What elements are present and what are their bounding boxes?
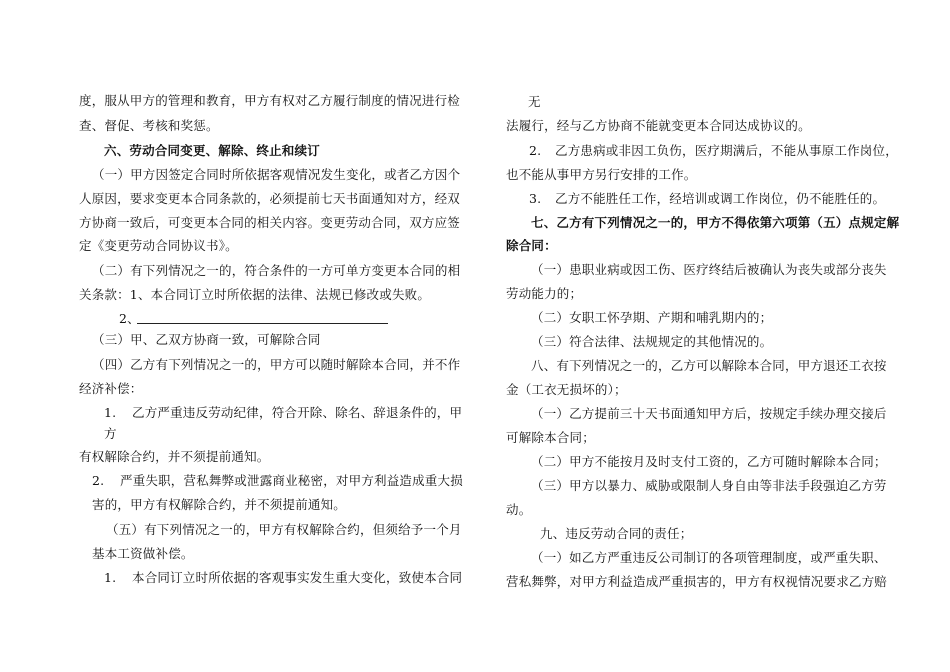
paragraph-line: （一）乙方提前三十天书面通知甲方后，按规定手续办理交接后 <box>531 406 887 421</box>
paragraph-line: 度，服从甲方的管理和教育，甲方有权对乙方履行制度的情况进行检 <box>79 93 461 108</box>
paragraph-line: 法履行，经与乙方协商不能就变更本合同达成协议的。 <box>506 118 811 133</box>
paragraph-line: 定《变更劳动合同协议书》。 <box>79 238 238 253</box>
paragraph-line: 查、督促、考核和奖惩。 <box>79 118 219 133</box>
paragraph-line: 基本工资做补偿。 <box>92 546 194 561</box>
paragraph-line: （一）患职业病或因工伤、医疗终结后被确认为丧失或部分丧失 <box>531 262 887 277</box>
list-item-text: 乙方患病或非因工负伤，医疗期满后，不能从事原工作岗位， <box>555 143 898 158</box>
paragraph-line: 方协商一致后，可变更本合同的相关内容。变更劳动合同，双方应签 <box>79 215 461 230</box>
paragraph-line: 人原因，要求变更本合同条款的，必须提前七天书面通知对方，经双 <box>79 191 461 206</box>
section-heading-7-cont: 除合同： <box>506 238 557 253</box>
list-number: 1. <box>104 570 117 585</box>
paragraph-line: 经济补偿： <box>79 381 143 396</box>
paragraph-line: （五）有下列情况之一的，甲方有权解除合约，但须给予一个月 <box>106 522 462 537</box>
paragraph-line: （三）符合法律、法规规定的其他情况的。 <box>531 334 773 349</box>
paragraph-line: 也不能从事甲方另行安排的工作。 <box>506 167 697 182</box>
paragraph-line: 金（工衣无损坏的）； <box>506 382 627 397</box>
paragraph-line: （四）乙方有下列情况之一的，甲方可以随时解除本合同，并不作 <box>92 357 461 372</box>
paragraph-line: （一）甲方因签定合同时所依据客观情况发生变化，或者乙方因个 <box>92 167 461 182</box>
blank-fill-line <box>137 323 388 324</box>
list-number: 2. <box>92 473 105 488</box>
section-heading-9: 九、违反劳动合同的责任； <box>540 526 693 541</box>
paragraph-line: （二）女职工怀孕期、产期和哺乳期内的； <box>531 310 773 325</box>
paragraph-line: （三）甲方以暴力、威胁或限制人身自由等非法手段强迫乙方劳 <box>531 478 887 493</box>
paragraph-line: 可解除本合同； <box>506 430 595 445</box>
list-marker: 2、 <box>119 311 140 326</box>
paragraph-line: 八、有下列情况之一的，乙方可以解除本合同，甲方退还工衣按 <box>531 358 887 373</box>
paragraph-line: 关条款：1、本合同订立时所依据的法律、法规已修改或失败。 <box>79 287 431 302</box>
list-item-text: 乙方不能胜任工作，经培训或调工作岗位，仍不能胜任的。 <box>555 191 886 206</box>
paragraph-line: （一）如乙方严重违反公司制订的各项管理制度，或严重失职、 <box>531 550 887 565</box>
section-heading-6: 六、劳动合同变更、解除、终止和续订 <box>104 143 320 158</box>
paragraph-line: （二）有下列情况之一的，符合条件的一方可单方变更本合同的相 <box>92 263 461 278</box>
paragraph-line: （三）甲、乙双方协商一致，可解除合同 <box>92 332 321 347</box>
section-heading-7: 七、乙方有下列情况之一的，甲方不得依第六项第（五）点规定解 <box>531 215 900 230</box>
paragraph-line: （二）甲方不能按月及时支付工资的，乙方可随时解除本合同； <box>531 454 887 469</box>
list-item-text: 乙方严重违反劳动纪律，符合开除、除名、辞退条件的，甲 <box>132 405 463 420</box>
paragraph-line: 有权解除合约，并不须提前通知。 <box>79 449 270 464</box>
paragraph-line: 劳动能力的； <box>506 286 583 301</box>
list-number: 1. <box>104 405 117 420</box>
paragraph-line: 动。 <box>506 502 532 517</box>
paragraph-line: 害的，甲方有权解除合约，并不须提前通知。 <box>92 497 347 512</box>
list-number: 2. <box>529 143 542 158</box>
list-item-text: 本合同订立时所依据的客观事实发生重大变化，致使本合同 <box>132 570 463 585</box>
paragraph-line: 营私舞弊，对甲方利益造成严重损害的，甲方有权视情况要求乙方赔 <box>506 574 888 589</box>
list-number: 3. <box>529 191 542 206</box>
list-item-text: 方 <box>104 426 117 441</box>
list-item-text: 无 <box>528 94 541 109</box>
list-item-text: 严重失职，营私舞弊或泄露商业秘密，对甲方利益造成重大损 <box>120 473 463 488</box>
